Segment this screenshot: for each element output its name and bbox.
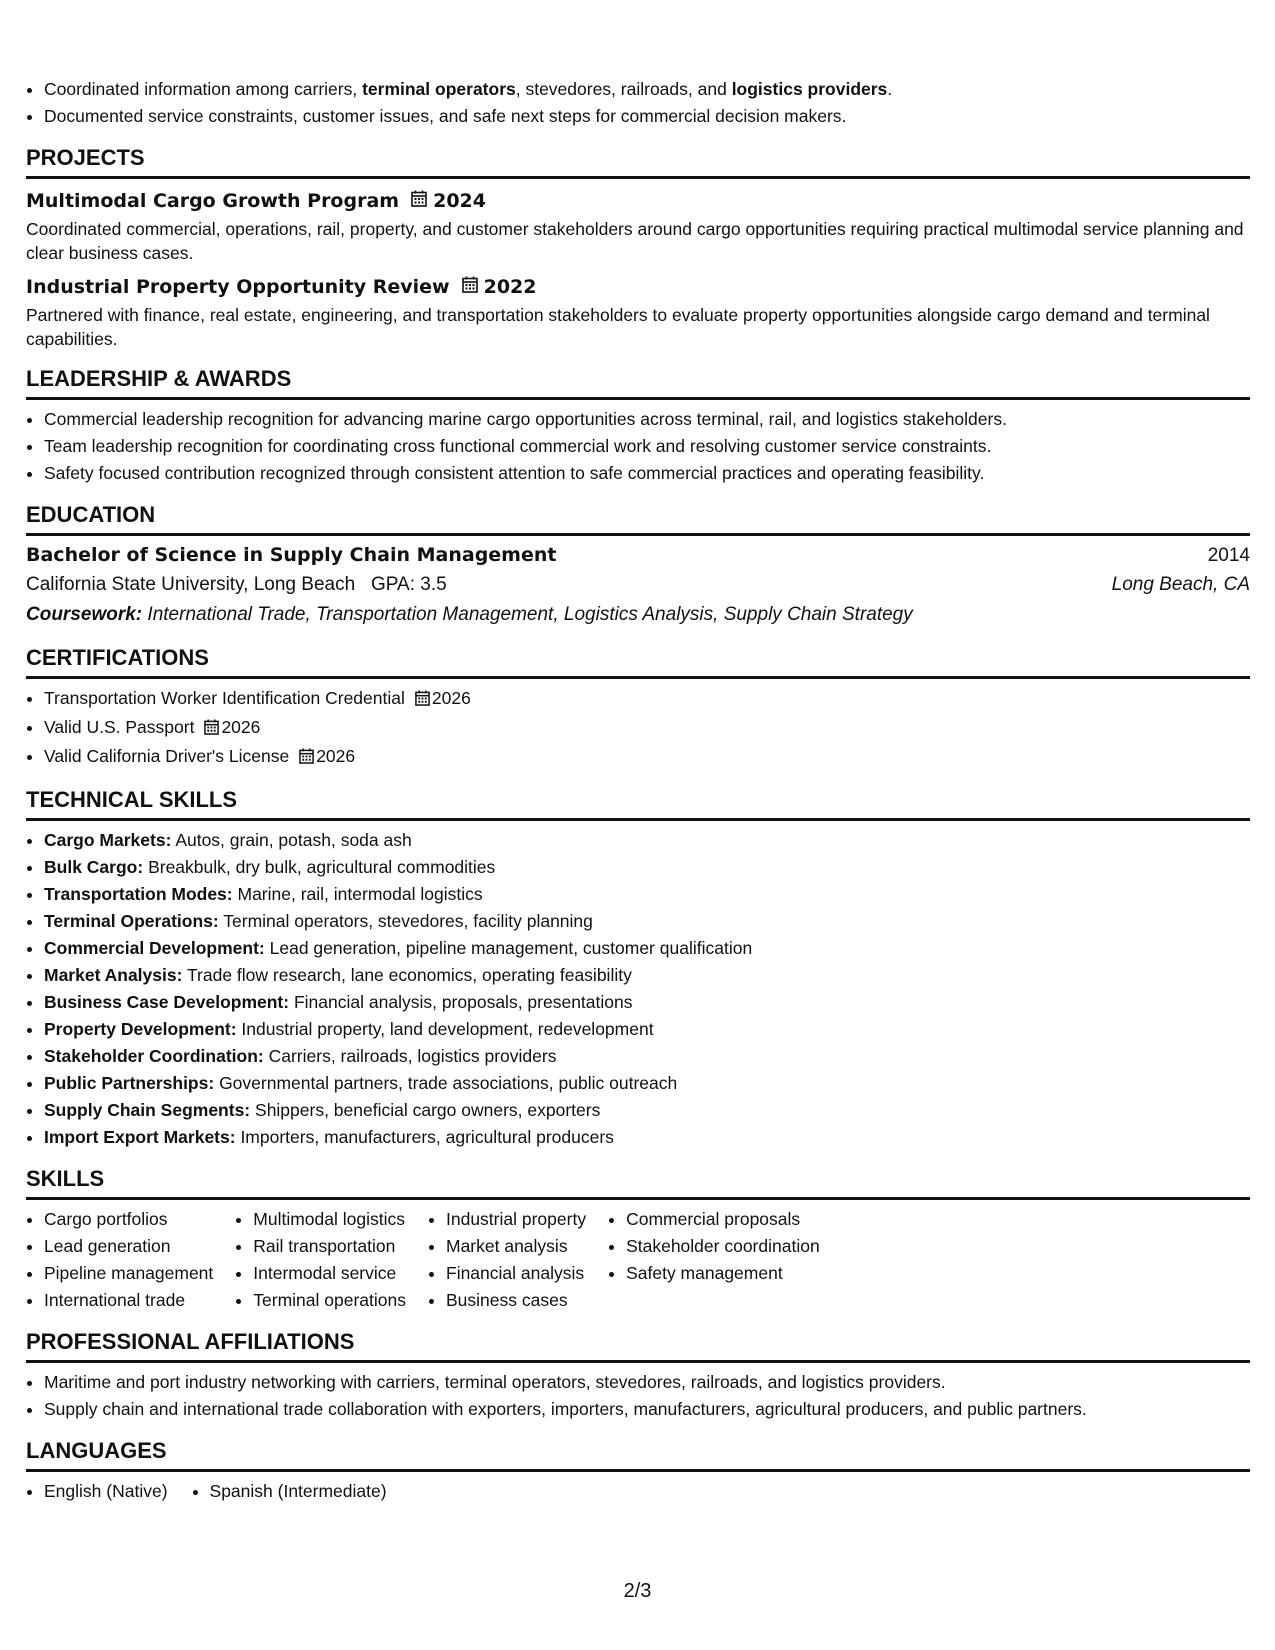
skill-item: • Commercial proposals (626, 1206, 820, 1233)
technical-skill-label: Terminal Operations: (44, 911, 219, 931)
certification-year: 2026 (221, 717, 261, 737)
section-title-languages: LANGUAGES (26, 1437, 1250, 1472)
technical-skill-value: Breakbulk, dry bulk, agricultural commodities (148, 857, 496, 877)
bullet-text: , stevedores, railroads, and (515, 79, 732, 99)
technical-skill-value: Shippers, beneficial cargo owners, exporters (255, 1100, 601, 1120)
certification-name: Valid U.S. Passport (44, 717, 195, 737)
section-title-affiliations: PROFESSIONAL AFFILIATIONS (26, 1328, 1250, 1363)
project-name: Industrial Property Opportunity Review (26, 276, 450, 298)
certification-name: Transportation Worker Identification Credential (44, 688, 405, 708)
technical-skill-value: Lead generation, pipeline management, customer qualification (269, 938, 753, 958)
bold-keyword: terminal operators (362, 79, 516, 99)
experience-bullet (44, 103, 1250, 130)
languages-list (26, 1478, 1250, 1505)
calendar-icon (462, 273, 478, 301)
coursework-list: International Trade, Transportation Management, Logistics Analysis, Supply Chain Strategy (147, 604, 913, 625)
technical-skill-value: Financial analysis, proposals, presentations (293, 992, 633, 1012)
skill-item: • Industrial property (446, 1206, 586, 1233)
technical-skill-value: Trade flow research, lane economics, operating feasibility (186, 965, 632, 985)
technical-skill-item (44, 827, 1250, 854)
calendar-icon (299, 745, 314, 772)
skill-item: • Intermodal service (253, 1260, 406, 1287)
project-item (26, 273, 1250, 351)
education-gpa: GPA: 3.5 (371, 574, 447, 595)
certification-year: 2026 (431, 688, 471, 708)
affiliation-item: • Maritime and port industry networking with carriers, terminal operators, stevedores, railroads, and logistics providers. (44, 1369, 1250, 1396)
skills-column (608, 1206, 820, 1314)
bold-keyword: logistics providers (731, 79, 888, 99)
certification-item (44, 685, 1250, 714)
education-entry (26, 540, 1250, 630)
section-title-projects: PROJECTS (26, 144, 1250, 179)
coursework-label: Coursework: (26, 604, 143, 625)
leadership-item: • Commercial leadership recognition for advancing marine cargo opportunities across terminal, rail, and logistics stakeholders. (44, 406, 1250, 433)
calendar-icon (411, 187, 427, 215)
technical-skill-item (44, 1016, 1250, 1043)
bullet-text: Coordinated information among carriers, (44, 79, 363, 99)
skill-item: • Safety management (626, 1260, 820, 1287)
technical-skill-label: Stakeholder Coordination: (44, 1046, 264, 1066)
technical-skill-label: Bulk Cargo: (44, 857, 144, 877)
technical-skill-item (44, 1070, 1250, 1097)
resume-page (26, 76, 1250, 1505)
skills-column (428, 1206, 586, 1314)
technical-skill-item (44, 1097, 1250, 1124)
experience-bullet (44, 76, 1250, 103)
project-description: Partnered with finance, real estate, engineering, and transportation stakeholders to evaluate property opportunities alongside cargo demand and terminal capabilities. (26, 305, 1210, 349)
technical-skill-value: Autos, grain, potash, soda ash (175, 830, 412, 850)
education-degree: Bachelor of Science in Supply Chain Management (26, 544, 557, 566)
technical-skills-list (26, 827, 1250, 1151)
skill-item: • Stakeholder coordination (626, 1233, 820, 1260)
skill-item: • Terminal operations (253, 1287, 406, 1314)
project-year: 2022 (483, 276, 537, 298)
leadership-list (26, 406, 1250, 487)
affiliations-list (26, 1369, 1250, 1423)
skill-item: • Pipeline management (44, 1260, 213, 1287)
skill-item: • Financial analysis (446, 1260, 586, 1287)
technical-skill-item (44, 935, 1250, 962)
project-description: Coordinated commercial, operations, rail, property, and customer stakeholders around cargo opportunities requiring practical multimodal service planning and clear business cases. (26, 219, 1244, 263)
language-item: • Spanish (Intermediate) (210, 1478, 387, 1505)
section-title-certifications: CERTIFICATIONS (26, 644, 1250, 679)
technical-skill-label: Business Case Development: (44, 992, 290, 1012)
technical-skill-label: Import Export Markets: (44, 1127, 236, 1147)
section-title-technical-skills: TECHNICAL SKILLS (26, 786, 1250, 821)
section-title-education: EDUCATION (26, 501, 1250, 536)
technical-skill-value: Carriers, railroads, logistics providers (268, 1046, 557, 1066)
technical-skill-value: Marine, rail, intermodal logistics (237, 884, 483, 904)
technical-skill-value: Importers, manufacturers, agricultural producers (240, 1127, 614, 1147)
technical-skill-item (44, 1124, 1250, 1151)
skill-item: • Market analysis (446, 1233, 586, 1260)
skill-item: • Business cases (446, 1287, 586, 1314)
technical-skill-label: Transportation Modes: (44, 884, 233, 904)
certification-item (44, 714, 1250, 743)
technical-skill-item (44, 908, 1250, 935)
technical-skill-item (44, 854, 1250, 881)
technical-skill-item (44, 881, 1250, 908)
education-location: Long Beach, CA (1111, 574, 1250, 595)
skill-item: • Cargo portfolios (44, 1206, 213, 1233)
technical-skill-label: Commercial Development: (44, 938, 265, 958)
certifications-list (26, 685, 1250, 772)
section-title-skills: SKILLS (26, 1165, 1250, 1200)
technical-skill-value: Terminal operators, stevedores, facility planning (223, 911, 593, 931)
technical-skill-item (44, 962, 1250, 989)
bullet-text: . (887, 79, 893, 99)
experience-continued-list (26, 76, 1250, 130)
education-school: California State University, Long Beach (26, 574, 356, 595)
skills-column (26, 1206, 213, 1314)
leadership-item: • Safety focused contribution recognized through consistent attention to safe commercial practices and operating feasibility. (44, 460, 1250, 487)
technical-skill-value: Governmental partners, trade associations, public outreach (219, 1073, 678, 1093)
certification-item (44, 743, 1250, 772)
project-year: 2024 (433, 190, 486, 212)
technical-skill-label: Supply Chain Segments: (44, 1100, 251, 1120)
page-indicator: 2/3 (623, 1580, 652, 1602)
technical-skill-item (44, 989, 1250, 1016)
skill-item: • Lead generation (44, 1233, 213, 1260)
education-coursework (26, 600, 1250, 630)
affiliation-item: • Supply chain and international trade collaboration with exporters, importers, manufacturers, agricultural producers, and public partners. (44, 1396, 1250, 1423)
bullet-text: Documented service constraints, customer issues, and safe next steps for commercial decision makers. (44, 106, 847, 126)
technical-skill-label: Market Analysis: (44, 965, 183, 985)
technical-skill-label: Property Development: (44, 1019, 237, 1039)
language-item: • English (Native) (44, 1478, 168, 1505)
calendar-icon (415, 687, 430, 714)
calendar-icon (204, 716, 219, 743)
section-title-leadership: LEADERSHIP & AWARDS (26, 365, 1250, 400)
skills-column (235, 1206, 406, 1314)
skill-item: • Rail transportation (253, 1233, 406, 1260)
technical-skill-label: Public Partnerships: (44, 1073, 215, 1093)
technical-skill-label: Cargo Markets: (44, 830, 172, 850)
certification-year: 2026 (316, 746, 356, 766)
project-name: Multimodal Cargo Growth Program (26, 190, 400, 212)
education-year: 2014 (1207, 545, 1250, 566)
skills-grid (26, 1206, 1250, 1314)
leadership-item: • Team leadership recognition for coordinating cross functional commercial work and resolving customer service constraints. (44, 433, 1250, 460)
skill-item: • Multimodal logistics (253, 1206, 406, 1233)
certification-name: Valid California Driver's License (44, 746, 290, 766)
technical-skill-value: Industrial property, land development, redevelopment (241, 1019, 654, 1039)
skill-item: • International trade (44, 1287, 213, 1314)
project-item (26, 187, 1250, 265)
technical-skill-item (44, 1043, 1250, 1070)
